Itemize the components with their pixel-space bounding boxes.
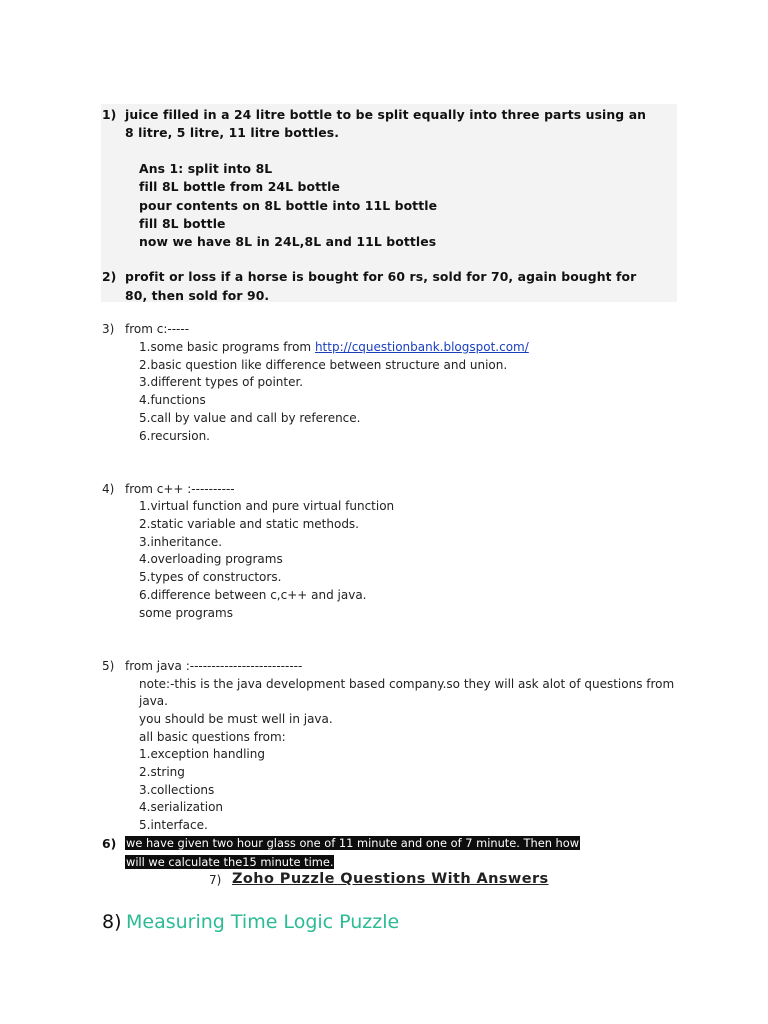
q4-item: 2.static variable and static methods. <box>139 517 359 531</box>
q1-answer-line: Ans 1: split into 8L <box>139 161 273 176</box>
q1-line1: juice filled in a 24 litre bottle to be split equally into three parts using an <box>125 107 647 122</box>
q8-title: Measuring Time Logic Puzzle <box>126 911 400 933</box>
q6-line2: will we calculate the15 minute time. <box>126 855 334 869</box>
q1-answer-line: fill 8L bottle <box>139 216 226 231</box>
q1-line2: 8 litre, 5 litre, 11 litre bottles. <box>125 125 340 140</box>
q4-item: 1.virtual function and pure virtual function <box>139 499 395 513</box>
q4-item: 3.inheritance. <box>139 535 223 549</box>
q3-item: 3.different types of pointer. <box>139 375 304 389</box>
q3-item: 4.functions <box>139 393 206 407</box>
q2-line2: 80, then sold for 90. <box>125 288 270 303</box>
q5-item: 1.exception handling <box>139 747 265 761</box>
q5-item: 3.collections <box>139 783 215 797</box>
q6-number: 6) <box>102 836 117 851</box>
q5-item: all basic questions from: <box>139 730 286 744</box>
q1-answer-line: pour contents on 8L bottle into 11L bottle <box>139 198 438 213</box>
q5-item: 2.string <box>139 765 185 779</box>
q2-number: 2) <box>102 269 117 284</box>
q7-number: 7) <box>209 873 222 887</box>
q4-number: 4) <box>102 482 115 496</box>
q6-line1: we have given two hour glass one of 11 minute and one of 7 minute. Then how <box>126 836 580 850</box>
q5-item: note:-this is the java development based company.so they will ask alot of questions from <box>139 677 675 691</box>
q5-number: 5) <box>102 659 115 673</box>
q5-heading: from java :-------------------------- <box>125 659 303 673</box>
q4-heading: from c++ :---------- <box>125 482 235 496</box>
q1-answer-line: now we have 8L in 24L,8L and 11L bottles <box>139 234 437 249</box>
q4-item: 4.overloading programs <box>139 552 283 566</box>
q4-item: 5.types of constructors. <box>139 570 282 584</box>
q3-heading: from c:----- <box>125 322 190 336</box>
q5-item: 4.serialization <box>139 800 224 814</box>
q7-title: Zoho Puzzle Questions With Answers <box>232 871 549 887</box>
q1-number: 1) <box>102 107 117 122</box>
q3-number: 3) <box>102 322 115 336</box>
q3-item <box>139 340 529 354</box>
q5-item: you should be must well in java. <box>139 712 333 726</box>
q1-answer-line: fill 8L bottle from 24L bottle <box>139 179 341 194</box>
q8-number: 8) <box>102 911 122 933</box>
q3-item: 2.basic question like difference between structure and union. <box>139 358 508 372</box>
q2-line1: profit or loss if a horse is bought for 60 rs, sold for 70, again bought for <box>125 269 637 284</box>
q5-item: java. <box>139 694 168 708</box>
q3-item1-prefix: 1.some basic programs from <box>139 340 315 354</box>
q4-item: 6.difference between c,c++ and java. <box>139 588 367 602</box>
q3-item: 5.call by value and call by reference. <box>139 411 361 425</box>
cquestionbank-link[interactable]: http://cquestionbank.blogspot.com/ <box>314 340 529 354</box>
q3-item: 6.recursion. <box>139 429 210 443</box>
q4-item: some programs <box>139 606 233 620</box>
q5-item: 5.interface. <box>139 818 208 832</box>
